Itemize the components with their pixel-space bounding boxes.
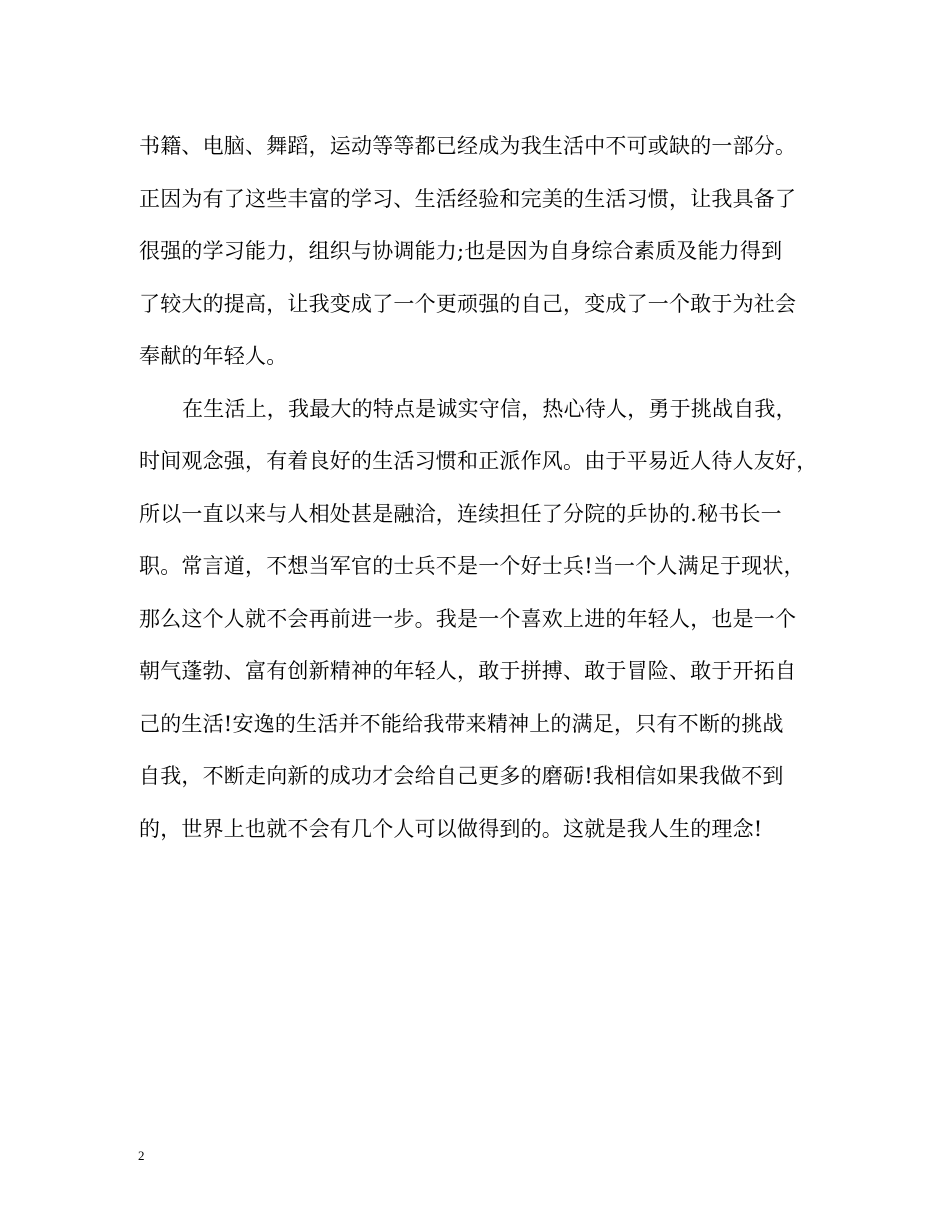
text-line: 己的生活!安逸的生活并不能给我带来精神上的满足，只有不断的挑战 xyxy=(139,711,784,736)
paragraph-start-line: 在生活上，我最大的特点是诚实守信，热心待人，勇于挑战自我， xyxy=(182,396,797,421)
text-line: 书籍、电脑、舞蹈，运动等等都已经成为我生活中不可或缺的一部分。 xyxy=(139,134,797,158)
text-line: 时间观念强，有着良好的生活习惯和正派作风。由于平易近人待人友好， xyxy=(139,449,818,473)
text-line: 正因为有了这些丰富的学习、生活经验和完美的生活习惯，让我具备了 xyxy=(139,186,797,211)
text-line: 自我，不断走向新的成功才会给自己更多的磨砺!我相信如果我做不到 xyxy=(139,764,784,788)
text-line: 所以一直以来与人相处甚是融洽，连续担任了分院的乒协的.秘书长一 xyxy=(139,501,782,526)
body-text xyxy=(139,120,839,855)
text-line: 很强的学习能力，组织与协调能力;也是因为自身综合素质及能力得到 xyxy=(139,239,783,263)
text-line: 了较大的提高，让我变成了一个更顽强的自己，变成了一个敢于为社会 xyxy=(139,291,797,316)
text-line: 职。常言道，不想当军官的士兵不是一个好士兵!当一个人满足于现状， xyxy=(139,554,805,578)
text-line: 的，世界上也就不会有几个人可以做得到的。这就是我人生的理念! xyxy=(139,816,763,841)
page-number: 2 xyxy=(138,1148,145,1163)
text-line: 那么这个人就不会再前进一步。我是一个喜欢上进的年轻人，也是一个 xyxy=(139,606,797,631)
text-line: 朝气蓬勃、富有创新精神的年轻人，敢于拼搏、敢于冒险、敢于开拓自 xyxy=(139,659,797,683)
text-line: 奉献的年轻人。 xyxy=(139,344,288,368)
